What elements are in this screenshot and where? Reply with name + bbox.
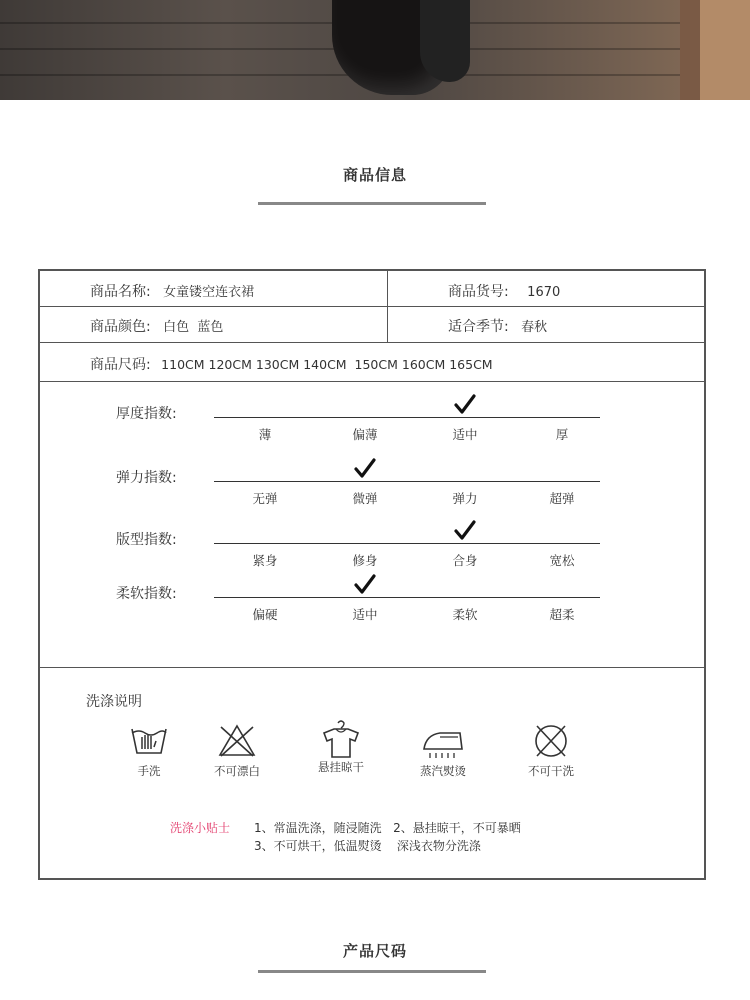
season-value: 春秋	[521, 320, 548, 335]
index-scale-line	[214, 481, 600, 482]
product-sku-label: 商品货号:	[448, 284, 509, 300]
row-divider	[40, 381, 704, 382]
product-color-value: 白色 蓝色	[163, 320, 224, 335]
checkmark-icon	[454, 520, 476, 542]
checkmark-icon	[354, 574, 376, 596]
row-divider	[40, 342, 704, 343]
index-label: 版型指数:	[116, 532, 177, 548]
checkmark-icon	[454, 394, 476, 416]
index-label: 柔软指数:	[116, 586, 177, 602]
index-option: 紧身	[252, 553, 278, 568]
product-info-title: 商品信息	[342, 166, 407, 184]
product-sku-value: 1670	[527, 285, 561, 300]
chair-seat	[700, 0, 750, 100]
wash-label: 悬挂晾干	[318, 760, 364, 774]
wash-label: 蒸汽熨烫	[420, 764, 466, 778]
checkmark-icon	[354, 458, 376, 480]
index-option: 柔软	[452, 607, 478, 622]
no-dry-clean-icon	[531, 723, 571, 759]
index-option: 超柔	[549, 607, 575, 622]
hand-wash-icon	[129, 723, 169, 759]
wash-label: 不可漂白	[214, 764, 260, 778]
product-size-value: 110CM 120CM 130CM 140CM 150CM 160CM 165CM	[161, 357, 493, 372]
product-photo	[0, 0, 750, 100]
index-option: 厚	[555, 427, 569, 442]
product-name-value: 女童镂空连衣裙	[163, 285, 255, 300]
no-bleach-icon	[217, 723, 257, 759]
index-option: 合身	[452, 553, 478, 568]
product-name-label: 商品名称:	[90, 284, 151, 300]
wash-item-no-bleach	[192, 723, 282, 779]
steam-iron-icon	[420, 723, 466, 759]
index-label: 弹力指数:	[116, 470, 177, 486]
season-label: 适合季节:	[448, 319, 509, 335]
wash-item-steam-iron	[398, 723, 488, 779]
index-label: 厚度指数:	[116, 406, 177, 422]
index-option: 适中	[352, 607, 378, 622]
index-scale-line	[214, 543, 600, 544]
product-color-label: 商品颜色:	[90, 319, 151, 335]
washing-title: 洗涤说明	[86, 694, 142, 710]
boot-image-heel	[420, 0, 470, 82]
washing-tips-line-1: 1、常温洗涤，随浸随洗 2、悬挂晾干，不可暴晒	[254, 821, 521, 835]
index-option: 弹力	[452, 491, 478, 506]
washing-tips-label: 洗涤小贴士	[170, 821, 231, 835]
index-scale-line	[214, 417, 600, 418]
product-size-label: 商品尺码:	[90, 357, 151, 373]
product-info-table	[38, 269, 706, 880]
wash-item-hang-dry	[296, 719, 386, 775]
hang-dry-icon	[320, 719, 362, 759]
index-scale-line	[214, 597, 600, 598]
title-underline	[258, 202, 486, 205]
title-underline	[258, 970, 486, 973]
washing-tips-line-2: 3、不可烘干，低温熨烫 深浅衣物分洗涤	[254, 839, 481, 853]
index-option: 宽松	[549, 553, 575, 568]
index-option: 微弹	[352, 491, 378, 506]
index-option: 超弹	[549, 491, 575, 506]
wash-label: 不可干洗	[528, 764, 574, 778]
column-divider	[387, 271, 388, 342]
index-option: 修身	[352, 553, 378, 568]
wash-item-hand-wash	[104, 723, 194, 779]
index-option: 薄	[258, 427, 272, 442]
index-option: 偏薄	[352, 427, 378, 442]
index-option: 无弹	[252, 491, 278, 506]
wash-label: 手洗	[137, 764, 161, 778]
wash-item-no-dry-clean	[506, 723, 596, 779]
product-size-title: 产品尺码	[342, 942, 407, 960]
index-option: 偏硬	[252, 607, 278, 622]
row-divider	[40, 306, 704, 307]
index-option: 适中	[452, 427, 478, 442]
row-divider	[40, 667, 704, 668]
